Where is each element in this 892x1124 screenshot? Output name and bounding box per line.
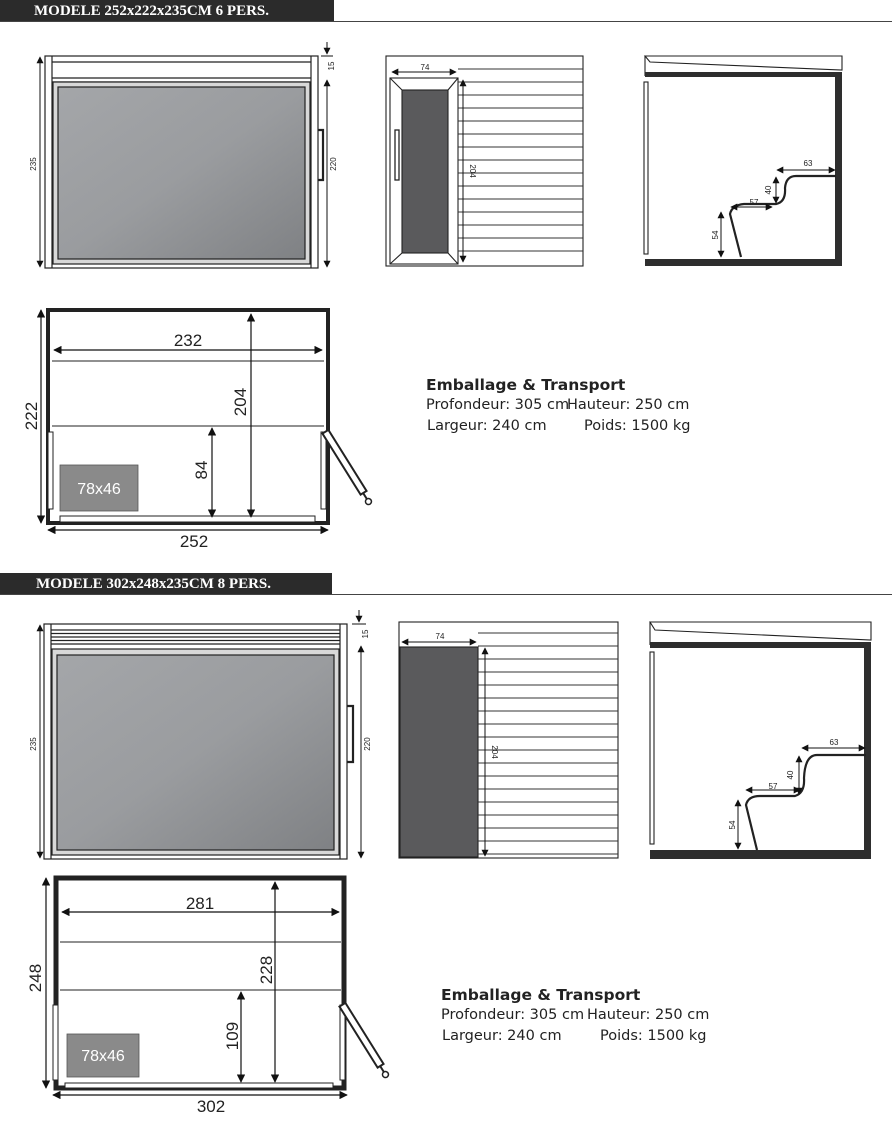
plan-inner-height-label: 228	[257, 955, 276, 985]
plan-width-label: 302	[196, 1097, 226, 1116]
front-top-band-label: 15	[361, 629, 370, 639]
packaging-height: Hauteur: 250 cm	[587, 1007, 710, 1023]
profile-bench-depth-label: 57	[749, 198, 759, 207]
side-door-width-label: 74	[435, 632, 445, 641]
packaging-height: Hauteur: 250 cm	[567, 397, 690, 413]
model-header: MODELE 252x222x235CM 6 PERS.	[0, 0, 334, 22]
front-door-height-label: 220	[363, 737, 372, 751]
heater-label: 78x46	[77, 481, 121, 498]
packaging-depth: Profondeur: 305 cm	[426, 397, 570, 413]
profile-bench-height-label: 54	[711, 230, 720, 240]
plan-depth-label: 222	[22, 401, 41, 431]
profile-seat-depth-label: 63	[803, 159, 813, 168]
profile-seat-depth-label: 63	[829, 738, 839, 747]
heater-label: 78x46	[81, 1048, 125, 1065]
packaging-depth: Profondeur: 305 cm	[441, 1007, 585, 1023]
plan-inner-width-label: 281	[185, 894, 215, 913]
profile-bench-depth-label: 57	[768, 782, 778, 791]
side-door-width-label: 74	[420, 63, 430, 72]
plan-inner-width-label: 232	[173, 331, 203, 350]
plan-bench-line-label: 84	[192, 460, 211, 480]
packaging-weight: Poids: 1500 kg	[600, 1028, 707, 1044]
front-door-height-label: 220	[329, 157, 338, 171]
front-top-band-label: 15	[327, 61, 336, 71]
plan-bench-line-label: 109	[223, 1021, 242, 1051]
front-total-height-label: 235	[29, 157, 38, 171]
packaging-width: Largeur: 240 cm	[427, 418, 547, 434]
profile-step-rise-label: 40	[764, 185, 773, 195]
model-header: MODELE 302x248x235CM 8 PERS.	[0, 573, 332, 595]
packaging-info	[441, 986, 741, 1049]
profile-step-rise-label: 40	[786, 770, 795, 780]
side-door-height-label: 204	[468, 164, 477, 178]
packaging-title: Emballage & Transport	[426, 376, 626, 394]
packaging-width: Largeur: 240 cm	[442, 1028, 562, 1044]
side-door-height-label: 204	[490, 745, 499, 759]
profile-bench-height-label: 54	[728, 820, 737, 830]
packaging-title: Emballage & Transport	[441, 986, 641, 1004]
packaging-weight: Poids: 1500 kg	[584, 418, 691, 434]
plan-width-label: 252	[179, 532, 209, 551]
plan-inner-height-label: 204	[231, 387, 250, 417]
plan-depth-label: 248	[26, 963, 45, 993]
front-total-height-label: 235	[29, 737, 38, 751]
